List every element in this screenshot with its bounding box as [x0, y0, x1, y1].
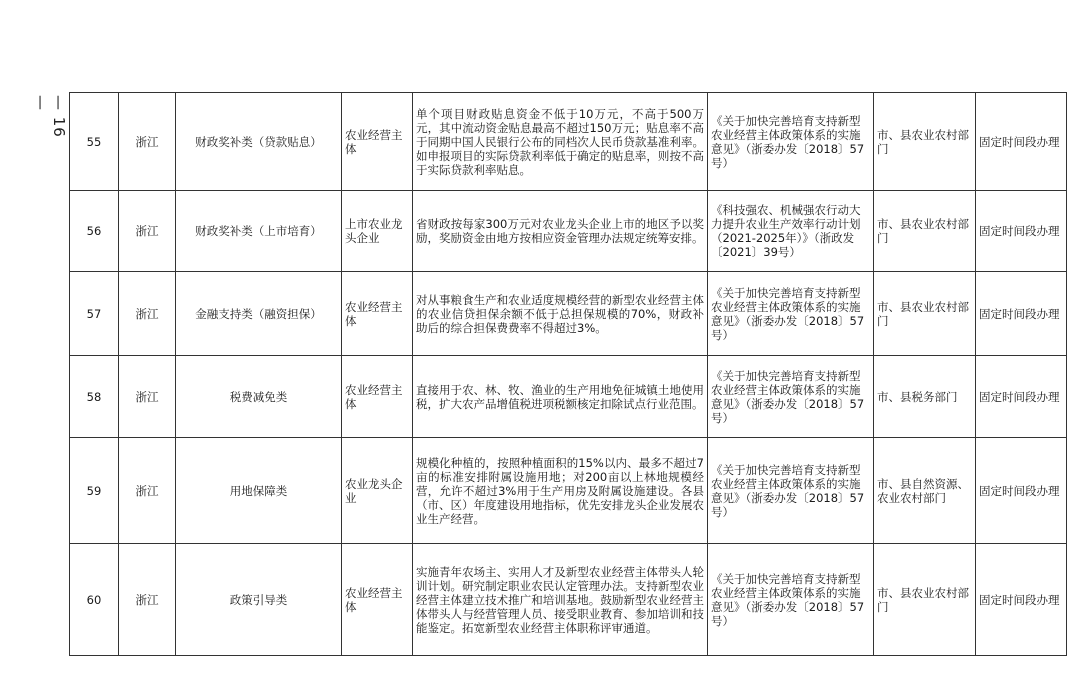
target-object: 农业经营主体 — [342, 544, 413, 656]
policy-category: 用地保障类 — [176, 438, 342, 544]
table-row — [70, 93, 1067, 191]
policy-basis: 《关于加快完善培育支持新型农业经营主体政策体系的实施意见》（浙委办发〔2018〕57号） — [708, 272, 874, 356]
responsible-department: 市、县自然资源、农业农村部门 — [874, 438, 976, 544]
policy-category: 金融支持类（融资担保） — [176, 272, 342, 356]
page-number: — 16 — — [32, 95, 68, 138]
policy-category: 财政奖补类（上市培育） — [176, 191, 342, 272]
responsible-department: 市、县税务部门 — [874, 356, 976, 438]
row-number: 56 — [70, 191, 119, 272]
processing-time: 固定时间段办理 — [976, 544, 1067, 656]
policy-category: 政策引导类 — [176, 544, 342, 656]
policy-category: 财政奖补类（贷款贴息） — [176, 93, 342, 191]
table-row — [70, 356, 1067, 438]
target-object: 农业经营主体 — [342, 272, 413, 356]
row-number: 60 — [70, 544, 119, 656]
policy-content: 单个项目财政贴息资金不低于10万元，不高于500万元，其中流动资金贴息最高不超过150万元；贴息率不高于同期中国人民银行公布的同档次人民币贷款基准利率。如申报项目的实际贷款利率低于确定的贴息率，则按不高于实际贷款利率贴息。 — [413, 93, 708, 191]
processing-time: 固定时间段办理 — [976, 438, 1067, 544]
policy-basis: 《科技强农、机械强农行动大力提升农业生产效率行动计划（2021-2025年）》（浙政发〔2021〕39号） — [708, 191, 874, 272]
target-object: 农业经营主体 — [342, 356, 413, 438]
responsible-department: 市、县农业农村部门 — [874, 272, 976, 356]
province-cell: 浙江 — [119, 438, 176, 544]
target-object: 农业龙头企业 — [342, 438, 413, 544]
processing-time: 固定时间段办理 — [976, 93, 1067, 191]
policy-basis: 《关于加快完善培育支持新型农业经营主体政策体系的实施意见》（浙委办发〔2018〕57号） — [708, 438, 874, 544]
row-number: 58 — [70, 356, 119, 438]
policy-content: 直接用于农、林、牧、渔业的生产用地免征城镇土地使用税，扩大农产品增值税进项税额核定扣除试点行业范围。 — [413, 356, 708, 438]
province-cell: 浙江 — [119, 356, 176, 438]
policy-content: 对从事粮食生产和农业适度规模经营的新型农业经营主体的农业信贷担保余额不低于总担保规模的70%，财政补助后的综合担保费费率不得超过3%。 — [413, 272, 708, 356]
processing-time: 固定时间段办理 — [976, 191, 1067, 272]
table-row — [70, 272, 1067, 356]
policy-basis: 《关于加快完善培育支持新型农业经营主体政策体系的实施意见》（浙委办发〔2018〕57号） — [708, 544, 874, 656]
row-number: 57 — [70, 272, 119, 356]
responsible-department: 市、县农业农村部门 — [874, 544, 976, 656]
province-cell: 浙江 — [119, 544, 176, 656]
policy-basis: 《关于加快完善培育支持新型农业经营主体政策体系的实施意见》（浙委办发〔2018〕57号） — [708, 93, 874, 191]
policy-table — [69, 92, 1067, 656]
processing-time: 固定时间段办理 — [976, 356, 1067, 438]
table-row — [70, 438, 1067, 544]
target-object: 上市农业龙头企业 — [342, 191, 413, 272]
province-cell: 浙江 — [119, 93, 176, 191]
processing-time: 固定时间段办理 — [976, 272, 1067, 356]
policy-basis: 《关于加快完善培育支持新型农业经营主体政策体系的实施意见》（浙委办发〔2018〕57号） — [708, 356, 874, 438]
policy-content: 规模化种植的，按照种植面积的15%以内、最多不超过7亩的标准安排附属设施用地；对200亩以上林地规模经营，允许不超过3%用于生产用房及附属设施建设。各县（市、区）年度建设用地指标，优先安排龙头企业发展农业生产经营。 — [413, 438, 708, 544]
policy-category: 税费减免类 — [176, 356, 342, 438]
policy-content: 省财政按每家300万元对农业龙头企业上市的地区予以奖励，奖励资金由地方按相应资金管理办法规定统筹安排。 — [413, 191, 708, 272]
responsible-department: 市、县农业农村部门 — [874, 93, 976, 191]
province-cell: 浙江 — [119, 191, 176, 272]
row-number: 59 — [70, 438, 119, 544]
target-object: 农业经营主体 — [342, 93, 413, 191]
table-row — [70, 191, 1067, 272]
responsible-department: 市、县农业农村部门 — [874, 191, 976, 272]
policy-content: 实施青年农场主、实用人才及新型农业经营主体带头人轮训计划。研究制定职业农民认定管理办法。支持新型农业经营主体建立技术推广和培训基地。鼓励新型农业经营主体带头人与经营管理人员、接受职业教育、参加培训和技能鉴定。拓宽新型农业经营主体职称评审通道。 — [413, 544, 708, 656]
row-number: 55 — [70, 93, 119, 191]
table-row — [70, 544, 1067, 656]
province-cell: 浙江 — [119, 272, 176, 356]
